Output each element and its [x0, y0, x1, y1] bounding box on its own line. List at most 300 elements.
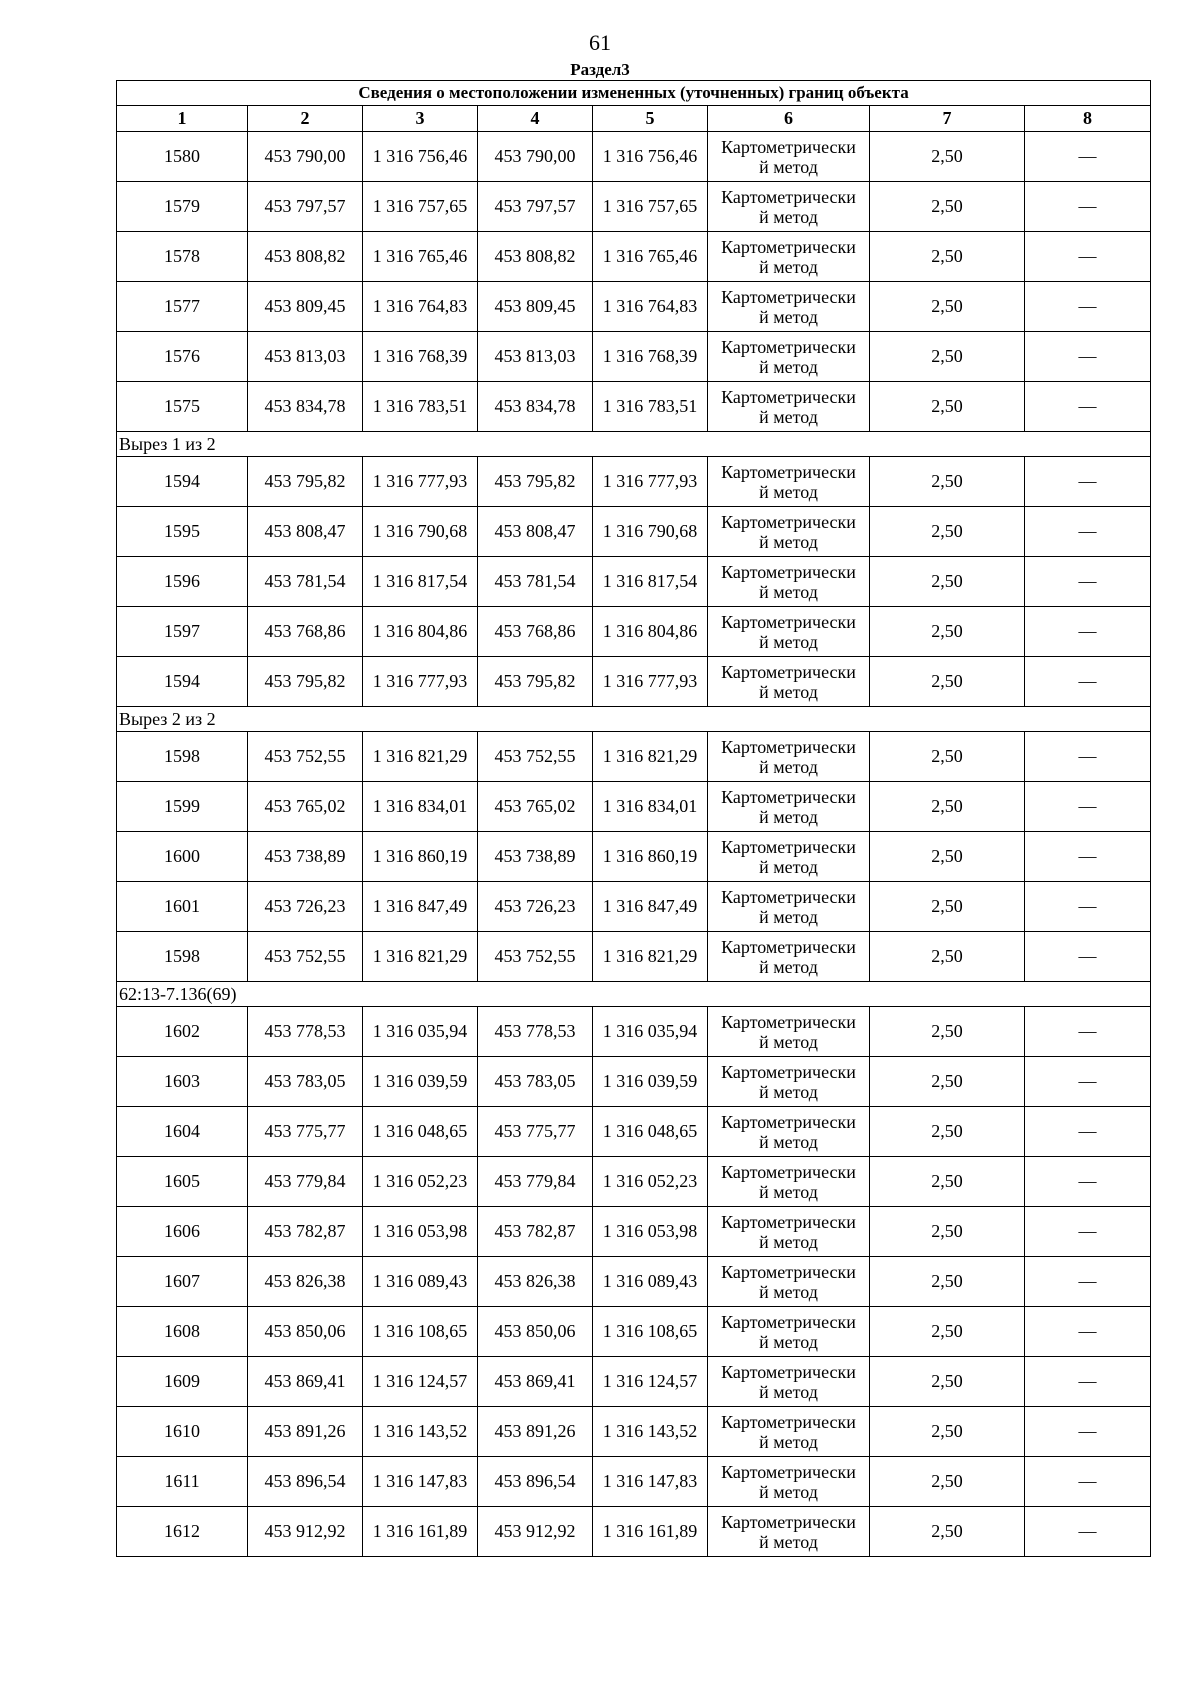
dash-cell: —: [1025, 507, 1151, 557]
dash-cell: —: [1025, 1407, 1151, 1457]
method-text: Картометрически: [721, 561, 856, 582]
coordinate-cell: 1 316 089,43: [363, 1257, 478, 1307]
coordinate-cell: 453 781,54: [248, 557, 363, 607]
column-number-row: [117, 106, 1151, 132]
coordinate-cell: 453 779,84: [478, 1157, 593, 1207]
table-row: [117, 132, 1151, 182]
coordinate-cell: 1 316 039,59: [363, 1057, 478, 1107]
method-text: й метод: [759, 1331, 818, 1352]
method-cell: [708, 657, 870, 707]
coordinate-cell: 453 808,47: [478, 507, 593, 557]
method-cell: [708, 1407, 870, 1457]
method-cell: [708, 1007, 870, 1057]
coordinate-cell: 453 834,78: [248, 382, 363, 432]
coordinate-cell: 1 316 143,52: [593, 1407, 708, 1457]
coordinate-cell: 453 797,57: [478, 182, 593, 232]
coordinate-cell: 1 316 048,65: [593, 1107, 708, 1157]
method-text: Картометрически: [721, 1061, 856, 1082]
dash-cell: —: [1025, 382, 1151, 432]
accuracy-cell: 2,50: [870, 657, 1025, 707]
point-number-cell: 1596: [117, 557, 248, 607]
table-row: [117, 1107, 1151, 1157]
method-text: Картометрически: [721, 1161, 856, 1182]
coordinate-cell: 453 790,00: [478, 132, 593, 182]
coordinate-cell: 453 869,41: [478, 1357, 593, 1407]
point-number-cell: 1597: [117, 607, 248, 657]
coordinate-cell: 1 316 035,94: [593, 1007, 708, 1057]
coordinate-cell: 453 738,89: [248, 832, 363, 882]
method-cell: [708, 1457, 870, 1507]
accuracy-cell: 2,50: [870, 607, 1025, 657]
method-cell: [708, 507, 870, 557]
group-label: Вырез 1 из 2: [117, 432, 1151, 457]
method-text: й метод: [759, 806, 818, 827]
coordinate-cell: 453 891,26: [248, 1407, 363, 1457]
method-text: й метод: [759, 481, 818, 502]
accuracy-cell: 2,50: [870, 507, 1025, 557]
coordinate-cell: 1 316 804,86: [593, 607, 708, 657]
section-label: Раздел3: [570, 60, 630, 79]
table-row: [117, 1507, 1151, 1557]
group-header-row: [117, 982, 1151, 1007]
coordinate-cell: 1 316 756,46: [593, 132, 708, 182]
method-text: й метод: [759, 1431, 818, 1452]
coordinate-cell: 1 316 817,54: [363, 557, 478, 607]
table-row: [117, 732, 1151, 782]
table-row: [117, 457, 1151, 507]
coordinate-cell: 1 316 783,51: [593, 382, 708, 432]
method-cell: [708, 832, 870, 882]
point-number-cell: 1594: [117, 457, 248, 507]
method-text: Картометрически: [721, 661, 856, 682]
coordinate-cell: 1 316 777,93: [593, 457, 708, 507]
method-text: Картометрически: [721, 1011, 856, 1032]
point-number-cell: 1595: [117, 507, 248, 557]
coordinate-cell: 1 316 039,59: [593, 1057, 708, 1107]
method-text: Картометрически: [721, 1511, 856, 1532]
coordinate-cell: 453 797,57: [248, 182, 363, 232]
coordinate-cell: 1 316 821,29: [593, 932, 708, 982]
point-number-cell: 1577: [117, 282, 248, 332]
dash-cell: —: [1025, 1207, 1151, 1257]
table-row: [117, 1407, 1151, 1457]
dash-cell: —: [1025, 657, 1151, 707]
method-text: Картометрически: [721, 1311, 856, 1332]
table-row: [117, 1007, 1151, 1057]
coordinate-cell: 1 316 052,23: [363, 1157, 478, 1207]
table-row: [117, 282, 1151, 332]
accuracy-cell: 2,50: [870, 182, 1025, 232]
dash-cell: —: [1025, 782, 1151, 832]
coordinate-cell: 1 316 804,86: [363, 607, 478, 657]
method-text: Картометрически: [721, 786, 856, 807]
coordinate-cell: 453 795,82: [478, 457, 593, 507]
coordinate-cell: 453 850,06: [248, 1307, 363, 1357]
table-row: [117, 882, 1151, 932]
coordinate-cell: 1 316 834,01: [593, 782, 708, 832]
dash-cell: —: [1025, 332, 1151, 382]
method-text: й метод: [759, 1481, 818, 1502]
coordinate-cell: 453 912,92: [478, 1507, 593, 1557]
accuracy-cell: 2,50: [870, 1057, 1025, 1107]
group-header-row: [117, 432, 1151, 457]
table-body: [117, 81, 1151, 1557]
point-number-cell: 1599: [117, 782, 248, 832]
table-row: [117, 1457, 1151, 1507]
point-number-cell: 1606: [117, 1207, 248, 1257]
table-row: [117, 1257, 1151, 1307]
dash-cell: —: [1025, 457, 1151, 507]
table-row: [117, 507, 1151, 557]
accuracy-cell: 2,50: [870, 1257, 1025, 1307]
coordinate-cell: 1 316 161,89: [593, 1507, 708, 1557]
method-text: й метод: [759, 856, 818, 877]
method-text: й метод: [759, 1181, 818, 1202]
coordinate-cell: 453 808,82: [248, 232, 363, 282]
table-row: [117, 832, 1151, 882]
coordinate-cell: 453 775,77: [478, 1107, 593, 1157]
method-cell: [708, 382, 870, 432]
method-text: й метод: [759, 256, 818, 277]
coordinate-cell: 1 316 765,46: [363, 232, 478, 282]
coordinate-cell: 1 316 777,93: [593, 657, 708, 707]
coordinate-cell: 1 316 757,65: [363, 182, 478, 232]
coordinate-cell: 1 316 143,52: [363, 1407, 478, 1457]
method-cell: [708, 1157, 870, 1207]
coordinate-cell: 1 316 124,57: [363, 1357, 478, 1407]
method-text: й метод: [759, 1531, 818, 1552]
coordinate-cell: 453 813,03: [478, 332, 593, 382]
method-text: Картометрически: [721, 736, 856, 757]
table-row: [117, 1057, 1151, 1107]
coordinate-cell: 1 316 147,83: [363, 1457, 478, 1507]
dash-cell: —: [1025, 1307, 1151, 1357]
coordinate-cell: 453 912,92: [248, 1507, 363, 1557]
dash-cell: —: [1025, 1357, 1151, 1407]
table-row: [117, 607, 1151, 657]
coordinate-cell: 453 808,47: [248, 507, 363, 557]
coordinate-cell: 453 726,23: [478, 882, 593, 932]
table-title: Сведения о местоположении измененных (уточненных) границ объекта: [117, 81, 1151, 106]
coordinate-cell: 1 316 124,57: [593, 1357, 708, 1407]
method-text: й метод: [759, 956, 818, 977]
coordinate-cell: 453 752,55: [478, 932, 593, 982]
coordinate-cell: 453 826,38: [248, 1257, 363, 1307]
method-cell: [708, 1507, 870, 1557]
method-text: Картометрически: [721, 186, 856, 207]
method-text: Картометрически: [721, 336, 856, 357]
column-number: 1: [117, 106, 248, 132]
coordinate-cell: 1 316 777,93: [363, 657, 478, 707]
method-cell: [708, 1107, 870, 1157]
coordinate-cell: 1 316 860,19: [363, 832, 478, 882]
method-text: й метод: [759, 1081, 818, 1102]
point-number-cell: 1610: [117, 1407, 248, 1457]
method-cell: [708, 1207, 870, 1257]
coordinate-cell: 453 752,55: [248, 932, 363, 982]
point-number-cell: 1598: [117, 932, 248, 982]
table-row: [117, 557, 1151, 607]
accuracy-cell: 2,50: [870, 732, 1025, 782]
accuracy-cell: 2,50: [870, 1007, 1025, 1057]
method-text: й метод: [759, 756, 818, 777]
coordinate-cell: 453 808,82: [478, 232, 593, 282]
coordinate-cell: 1 316 757,65: [593, 182, 708, 232]
point-number-cell: 1600: [117, 832, 248, 882]
coordinate-cell: 1 316 821,29: [363, 932, 478, 982]
dash-cell: —: [1025, 232, 1151, 282]
accuracy-cell: 2,50: [870, 1407, 1025, 1457]
method-text: Картометрически: [721, 1361, 856, 1382]
coordinate-cell: 1 316 790,68: [593, 507, 708, 557]
coordinate-cell: 453 738,89: [478, 832, 593, 882]
coordinate-cell: 1 316 847,49: [593, 882, 708, 932]
point-number-cell: 1605: [117, 1157, 248, 1207]
coordinate-cell: 1 316 035,94: [363, 1007, 478, 1057]
table-row: [117, 782, 1151, 832]
method-text: Картометрически: [721, 461, 856, 482]
dash-cell: —: [1025, 1257, 1151, 1307]
method-text: Картометрически: [721, 936, 856, 957]
dash-cell: —: [1025, 1057, 1151, 1107]
point-number-cell: 1576: [117, 332, 248, 382]
method-text: й метод: [759, 906, 818, 927]
dash-cell: —: [1025, 282, 1151, 332]
coordinate-cell: 453 896,54: [478, 1457, 593, 1507]
accuracy-cell: 2,50: [870, 457, 1025, 507]
dash-cell: —: [1025, 932, 1151, 982]
coordinate-cell: 453 795,82: [248, 457, 363, 507]
group-header-row: [117, 707, 1151, 732]
coordinate-cell: 453 809,45: [478, 282, 593, 332]
coordinate-cell: 453 775,77: [248, 1107, 363, 1157]
accuracy-cell: 2,50: [870, 882, 1025, 932]
coordinate-cell: 1 316 108,65: [593, 1307, 708, 1357]
dash-cell: —: [1025, 1457, 1151, 1507]
coordinate-cell: 453 768,86: [248, 607, 363, 657]
coordinate-cell: 1 316 048,65: [363, 1107, 478, 1157]
point-number-cell: 1608: [117, 1307, 248, 1357]
table-row: [117, 1357, 1151, 1407]
dash-cell: —: [1025, 1157, 1151, 1207]
method-text: й метод: [759, 1281, 818, 1302]
coordinate-cell: 1 316 777,93: [363, 457, 478, 507]
method-text: й метод: [759, 1381, 818, 1402]
coordinate-cell: 1 316 783,51: [363, 382, 478, 432]
method-cell: [708, 882, 870, 932]
coordinate-cell: 453 783,05: [248, 1057, 363, 1107]
coordinate-cell: 453 779,84: [248, 1157, 363, 1207]
dash-cell: —: [1025, 182, 1151, 232]
method-cell: [708, 1357, 870, 1407]
column-number: 2: [248, 106, 363, 132]
coordinate-cell: 453 778,53: [478, 1007, 593, 1057]
accuracy-cell: 2,50: [870, 232, 1025, 282]
accuracy-cell: 2,50: [870, 332, 1025, 382]
coordinate-cell: 1 316 147,83: [593, 1457, 708, 1507]
method-text: Картометрически: [721, 1111, 856, 1132]
coordinate-cell: 1 316 817,54: [593, 557, 708, 607]
accuracy-cell: 2,50: [870, 557, 1025, 607]
page-number: 61: [589, 30, 611, 55]
table-row: [117, 1157, 1151, 1207]
coordinate-cell: 1 316 768,39: [593, 332, 708, 382]
point-number-cell: 1580: [117, 132, 248, 182]
coordinate-cell: 453 834,78: [478, 382, 593, 432]
point-number-cell: 1604: [117, 1107, 248, 1157]
coordinate-cell: 1 316 860,19: [593, 832, 708, 882]
method-text: Картометрически: [721, 886, 856, 907]
coordinate-cell: 453 765,02: [248, 782, 363, 832]
coordinate-cell: 1 316 053,98: [363, 1207, 478, 1257]
method-cell: [708, 182, 870, 232]
table-row: [117, 382, 1151, 432]
dash-cell: —: [1025, 607, 1151, 657]
boundary-coordinates-table: [116, 80, 1151, 1557]
accuracy-cell: 2,50: [870, 1107, 1025, 1157]
dash-cell: —: [1025, 732, 1151, 782]
coordinate-cell: 453 869,41: [248, 1357, 363, 1407]
method-text: й метод: [759, 581, 818, 602]
coordinate-cell: 1 316 790,68: [363, 507, 478, 557]
accuracy-cell: 2,50: [870, 1207, 1025, 1257]
point-number-cell: 1578: [117, 232, 248, 282]
table-row: [117, 182, 1151, 232]
coordinate-cell: 453 813,03: [248, 332, 363, 382]
method-text: й метод: [759, 681, 818, 702]
coordinate-cell: 1 316 052,23: [593, 1157, 708, 1207]
method-text: й метод: [759, 356, 818, 377]
coordinate-cell: 1 316 768,39: [363, 332, 478, 382]
method-text: й метод: [759, 1131, 818, 1152]
accuracy-cell: 2,50: [870, 282, 1025, 332]
point-number-cell: 1594: [117, 657, 248, 707]
dash-cell: —: [1025, 132, 1151, 182]
dash-cell: —: [1025, 1007, 1151, 1057]
coordinate-cell: 1 316 161,89: [363, 1507, 478, 1557]
coordinate-cell: 453 826,38: [478, 1257, 593, 1307]
point-number-cell: 1579: [117, 182, 248, 232]
coordinate-cell: 1 316 764,83: [363, 282, 478, 332]
coordinate-cell: 453 781,54: [478, 557, 593, 607]
method-cell: [708, 232, 870, 282]
method-text: й метод: [759, 156, 818, 177]
coordinate-cell: 1 316 089,43: [593, 1257, 708, 1307]
coordinate-cell: 1 316 765,46: [593, 232, 708, 282]
method-text: й метод: [759, 1031, 818, 1052]
method-text: Картометрически: [721, 1261, 856, 1282]
dash-cell: —: [1025, 1507, 1151, 1557]
dash-cell: —: [1025, 882, 1151, 932]
table-row: [117, 1207, 1151, 1257]
column-number: 5: [593, 106, 708, 132]
accuracy-cell: 2,50: [870, 1507, 1025, 1557]
method-text: Картометрически: [721, 511, 856, 532]
method-text: Картометрически: [721, 611, 856, 632]
coordinate-cell: 1 316 764,83: [593, 282, 708, 332]
method-cell: [708, 457, 870, 507]
accuracy-cell: 2,50: [870, 1307, 1025, 1357]
coordinate-cell: 453 790,00: [248, 132, 363, 182]
coordinate-cell: 453 783,05: [478, 1057, 593, 1107]
accuracy-cell: 2,50: [870, 1357, 1025, 1407]
coordinate-cell: 453 891,26: [478, 1407, 593, 1457]
point-number-cell: 1607: [117, 1257, 248, 1307]
coordinate-cell: 1 316 821,29: [593, 732, 708, 782]
point-number-cell: 1612: [117, 1507, 248, 1557]
table-row: [117, 1307, 1151, 1357]
coordinate-cell: 453 782,87: [248, 1207, 363, 1257]
accuracy-cell: 2,50: [870, 832, 1025, 882]
method-text: й метод: [759, 531, 818, 552]
method-cell: [708, 932, 870, 982]
method-text: Картометрически: [721, 286, 856, 307]
coordinate-cell: 453 850,06: [478, 1307, 593, 1357]
coordinate-cell: 453 795,82: [478, 657, 593, 707]
coordinate-cell: 1 316 821,29: [363, 732, 478, 782]
method-cell: [708, 1057, 870, 1107]
method-text: Картометрически: [721, 1461, 856, 1482]
coordinate-cell: 453 765,02: [478, 782, 593, 832]
table-row: [117, 657, 1151, 707]
method-cell: [708, 732, 870, 782]
table-row: [117, 332, 1151, 382]
method-text: й метод: [759, 206, 818, 227]
coordinate-cell: 453 778,53: [248, 1007, 363, 1057]
method-text: й метод: [759, 631, 818, 652]
method-cell: [708, 282, 870, 332]
accuracy-cell: 2,50: [870, 382, 1025, 432]
method-cell: [708, 1307, 870, 1357]
method-text: Картометрически: [721, 1411, 856, 1432]
point-number-cell: 1603: [117, 1057, 248, 1107]
method-text: Картометрически: [721, 1211, 856, 1232]
dash-cell: —: [1025, 832, 1151, 882]
coordinate-cell: 1 316 847,49: [363, 882, 478, 932]
method-text: й метод: [759, 1231, 818, 1252]
method-cell: [708, 607, 870, 657]
dash-cell: —: [1025, 557, 1151, 607]
method-cell: [708, 1257, 870, 1307]
method-text: й метод: [759, 406, 818, 427]
coordinate-cell: 453 795,82: [248, 657, 363, 707]
accuracy-cell: 2,50: [870, 1457, 1025, 1507]
coordinate-cell: 453 726,23: [248, 882, 363, 932]
point-number-cell: 1575: [117, 382, 248, 432]
table-row: [117, 932, 1151, 982]
method-cell: [708, 332, 870, 382]
table-row: [117, 232, 1151, 282]
group-label: Вырез 2 из 2: [117, 707, 1151, 732]
method-text: Картометрически: [721, 836, 856, 857]
point-number-cell: 1602: [117, 1007, 248, 1057]
accuracy-cell: 2,50: [870, 132, 1025, 182]
accuracy-cell: 2,50: [870, 782, 1025, 832]
table-title-row: [117, 81, 1151, 106]
coordinate-cell: 1 316 053,98: [593, 1207, 708, 1257]
point-number-cell: 1598: [117, 732, 248, 782]
group-label: 62:13-7.136(69): [117, 982, 1151, 1007]
method-text: й метод: [759, 306, 818, 327]
method-text: Картометрически: [721, 236, 856, 257]
column-number: 3: [363, 106, 478, 132]
point-number-cell: 1601: [117, 882, 248, 932]
column-number: 8: [1025, 106, 1151, 132]
method-text: Картометрически: [721, 136, 856, 157]
coordinate-cell: 453 896,54: [248, 1457, 363, 1507]
column-number: 7: [870, 106, 1025, 132]
coordinate-cell: 453 809,45: [248, 282, 363, 332]
